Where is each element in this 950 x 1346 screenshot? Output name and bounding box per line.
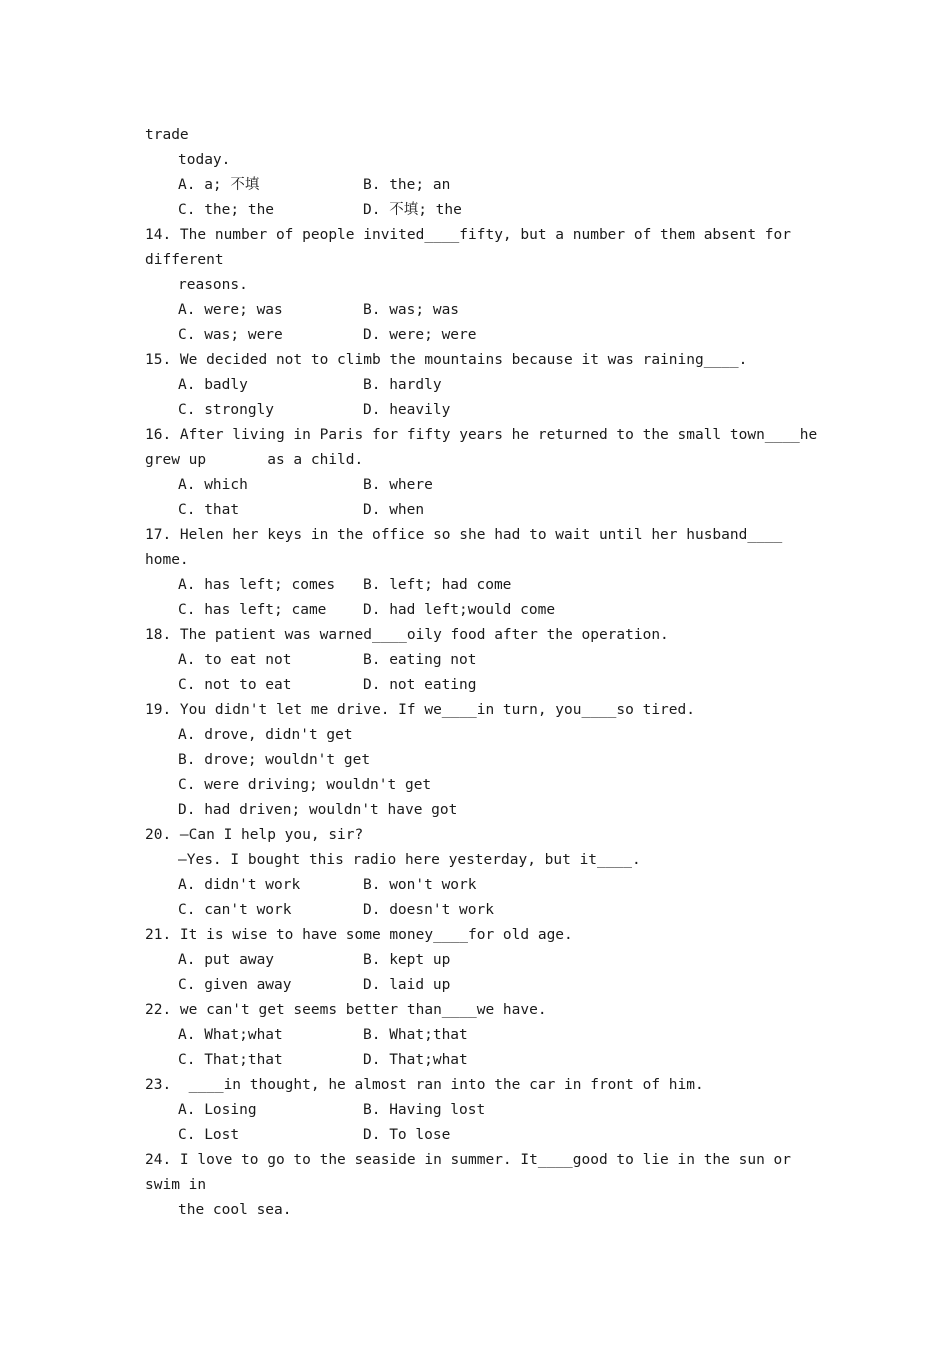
q23-option-c: C. Lost [178, 1127, 240, 1143]
q19-option-c: C. were driving; wouldn't get [178, 777, 432, 793]
q14-stem: 14. The number of people invited____fifty, but a number of them absent for [145, 227, 792, 243]
q19-stem: 19. You didn't let me drive. If we____in turn, you____so tired. [145, 702, 695, 718]
q16-stem-cont: grew up as a child. [145, 452, 364, 468]
q17-option-a: A. has left; comes [178, 577, 336, 593]
q14-option-d: D. were; were [363, 327, 477, 343]
q23-options-row-2 [178, 1123, 450, 1148]
q23-stem: 23. ____in thought, he almost ran into the car in front of him. [145, 1077, 704, 1093]
q21-option-a: A. put away [178, 952, 275, 968]
q17-option-b: B. left; had come [363, 577, 512, 593]
q20-stem-cont: —Yes. I bought this radio here yesterday, but it____. [178, 852, 641, 868]
q20-option-d: D. doesn't work [363, 902, 494, 918]
fragment-trade: trade [145, 127, 189, 143]
q19-option-d: D. had driven; wouldn't have got [178, 802, 458, 818]
q17-options-row-1 [178, 573, 511, 598]
q20-options-row-1 [178, 873, 477, 898]
q16-option-c: C. that [178, 502, 240, 518]
q21-option-d: D. laid up [363, 977, 451, 993]
q17-option-c: C. has left; came [178, 602, 327, 618]
q17-stem: 17. Helen her keys in the office so she had to wait until her husband____ [145, 527, 783, 543]
q22-options-row-1 [178, 1023, 468, 1048]
q21-option-b: B. kept up [363, 952, 451, 968]
q13-options-row-1 [178, 173, 450, 198]
q22-option-b: B. What;that [363, 1027, 468, 1043]
q18-option-c: C. not to eat [178, 677, 292, 693]
q21-options-row-2 [178, 973, 450, 998]
q16-options-row-1 [178, 473, 433, 498]
q13-option-b: B. the; an [363, 177, 451, 193]
q22-option-c: C. That;that [178, 1052, 283, 1068]
q20-option-a: A. didn't work [178, 877, 301, 893]
q22-stem: 22. we can't get seems better than____we have. [145, 1002, 547, 1018]
q16-stem: 16. After living in Paris for fifty years he returned to the small town____he [145, 427, 818, 443]
q23-option-a: A. Losing [178, 1102, 257, 1118]
q17-stem-cont: home. [145, 552, 189, 568]
q23-option-d: D. To lose [363, 1127, 451, 1143]
q20-stem: 20. —Can I help you, sir? [145, 827, 364, 843]
fragment-today: today. [178, 152, 231, 168]
q23-option-b: B. Having lost [363, 1102, 486, 1118]
q14-options-row-1 [178, 298, 459, 323]
q20-options-row-2 [178, 898, 494, 923]
q18-option-d: D. not eating [363, 677, 477, 693]
q14-stem-cont: different [145, 252, 224, 268]
q14-stem-cont2: reasons. [178, 277, 248, 293]
q14-options-row-2 [178, 323, 477, 348]
q17-options-row-2 [178, 598, 555, 623]
q19-option-a: A. drove, didn't get [178, 727, 353, 743]
q13-option-a: A. a; 不填 [178, 177, 260, 193]
q18-options-row-2 [178, 673, 477, 698]
q16-option-b: B. where [363, 477, 433, 493]
q21-options-row-1 [178, 948, 450, 973]
q15-option-c: C. strongly [178, 402, 275, 418]
q18-stem: 18. The patient was warned____oily food after the operation. [145, 627, 669, 643]
q22-option-a: A. What;what [178, 1027, 283, 1043]
q13-option-c: C. the; the [178, 202, 275, 218]
q15-option-b: B. hardly [363, 377, 442, 393]
q18-options-row-1 [178, 648, 477, 673]
q20-option-b: B. won't work [363, 877, 477, 893]
q17-option-d: D. had left;would come [363, 602, 556, 618]
q18-option-a: A. to eat not [178, 652, 292, 668]
q20-option-c: C. can't work [178, 902, 292, 918]
q15-stem: 15. We decided not to climb the mountains because it was raining____. [145, 352, 748, 368]
q14-option-a: A. were; was [178, 302, 283, 318]
q18-option-b: B. eating not [363, 652, 477, 668]
q22-options-row-2 [178, 1048, 468, 1073]
q19-option-b: B. drove; wouldn't get [178, 752, 371, 768]
q14-option-c: C. was; were [178, 327, 283, 343]
q15-options-row-2 [178, 398, 450, 423]
q23-options-row-1 [178, 1098, 485, 1123]
q13-options-row-2 [178, 198, 462, 223]
q21-stem: 21. It is wise to have some money____for old age. [145, 927, 573, 943]
q15-options-row-1 [178, 373, 442, 398]
q24-stem: 24. I love to go to the seaside in summer. It____good to lie in the sun or [145, 1152, 792, 1168]
q16-options-row-2 [178, 498, 424, 523]
q24-stem-cont: swim in [145, 1177, 207, 1193]
q21-option-c: C. given away [178, 977, 292, 993]
q13-option-d: D. 不填; the [363, 202, 462, 218]
q24-stem-cont2: the cool sea. [178, 1202, 292, 1218]
q16-option-a: A. which [178, 477, 248, 493]
q15-option-a: A. badly [178, 377, 248, 393]
q14-option-b: B. was; was [363, 302, 460, 318]
q22-option-d: D. That;what [363, 1052, 468, 1068]
q16-option-d: D. when [363, 502, 425, 518]
q15-option-d: D. heavily [363, 402, 451, 418]
